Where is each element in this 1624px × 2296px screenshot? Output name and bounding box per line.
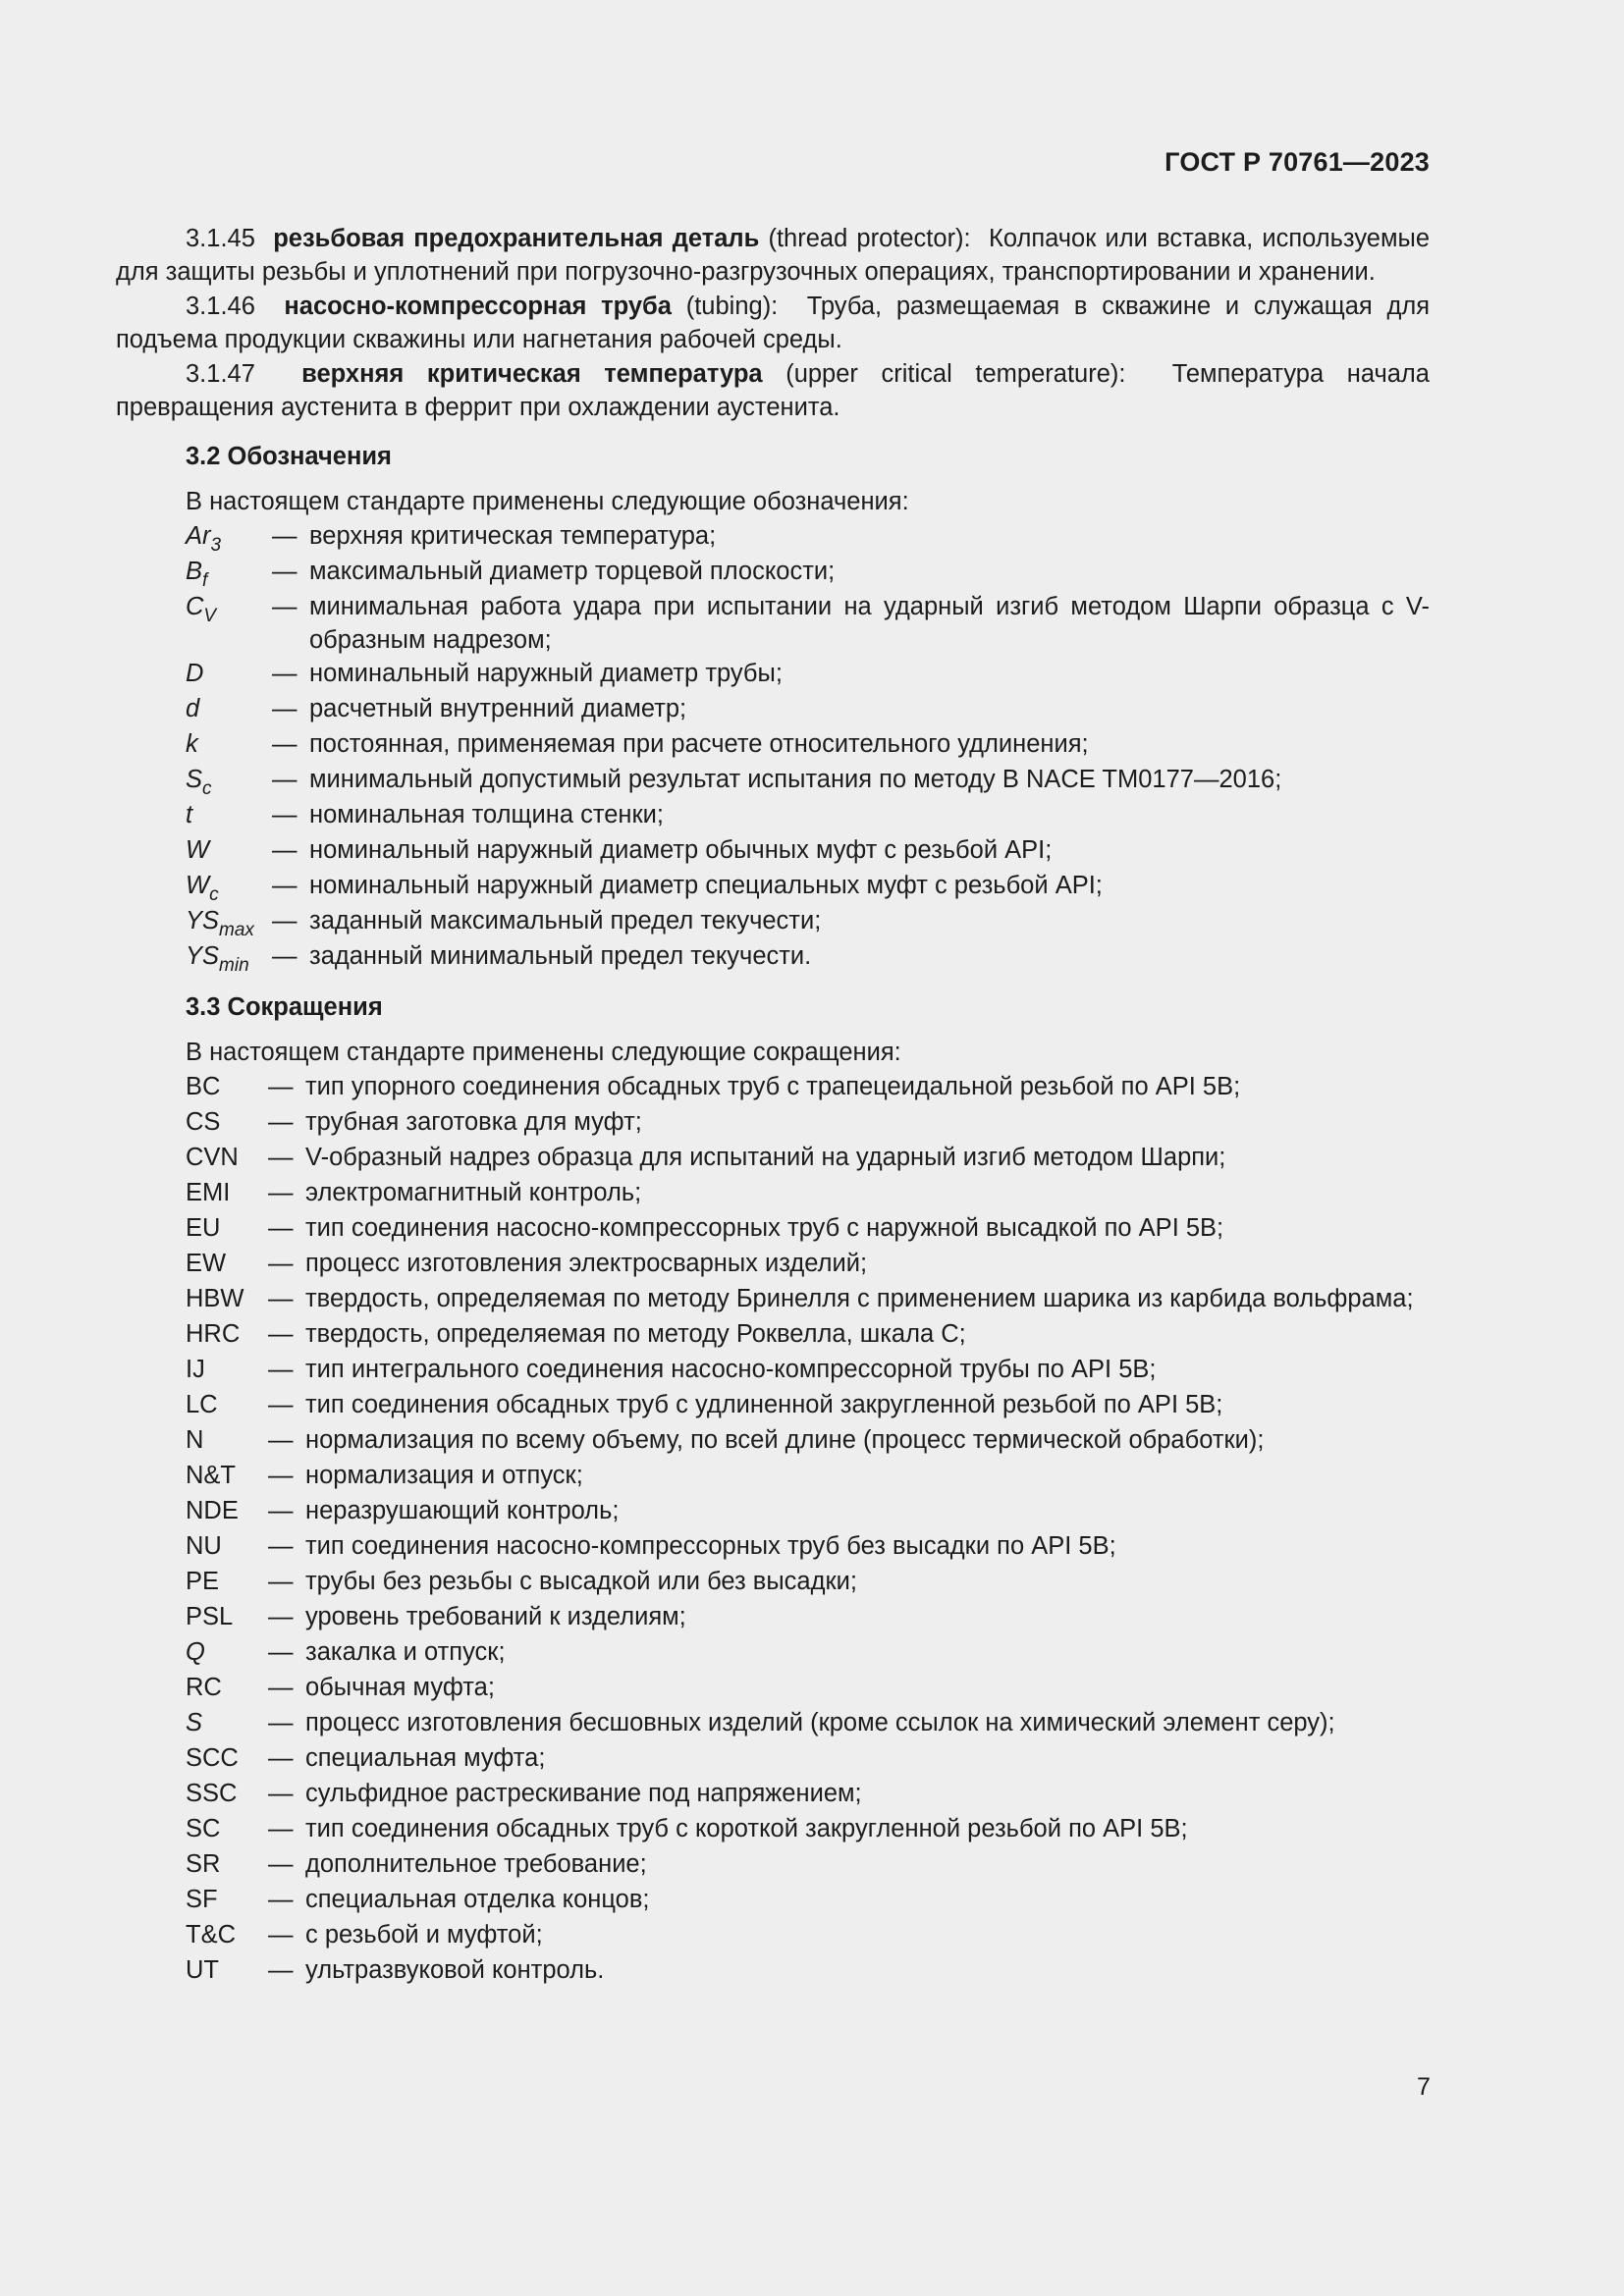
abbreviation-term: Q [186,1638,205,1666]
abbreviation-dash: — [268,1603,294,1630]
term-english: (tubing): [685,293,779,320]
abbreviation-description: уровень требований к изделиям; [305,1603,686,1630]
symbol-term: $YS_{max}$ [186,907,254,940]
abbreviation-dash: — [268,1391,294,1418]
abbreviation-term: N&T [186,1462,236,1489]
term-entry [116,222,1430,289]
term-definition: Труба, размещаемая в скважине и служащая для подъема продукции скважины или нагнетания рабочей среды. [116,293,1431,353]
abbreviation-term: SF [186,1886,218,1913]
abbreviation-dash: — [268,1886,294,1913]
symbol-subscript: f [202,570,208,591]
abbreviation-dash: — [268,1921,294,1949]
term-english: (upper critical temperature): [785,360,1126,388]
symbol-description: номинальная толщина стенки; [309,801,664,828]
abbreviation-dash: — [268,1462,294,1489]
abbreviation-term: LC [186,1391,218,1418]
abbreviation-term: SSC [186,1780,238,1807]
abbreviation-description: процесс изготовления электросварных изделий; [305,1250,868,1277]
abbreviation-dash: — [268,1250,294,1277]
abbreviation-dash: — [268,1956,294,1984]
term-entry [116,357,1430,424]
abbreviation-description: трубы без резьбы с высадкой или без высадки; [305,1568,857,1595]
abbreviation-term: SC [186,1815,221,1842]
abbreviations-list [116,1070,1430,1989]
symbol-row [116,727,1430,763]
symbol-term: $C_V$ [186,593,217,626]
abbreviation-term: N [186,1426,204,1454]
symbols-intro: В настоящем стандарте применены следующие обозначения: [186,488,909,515]
abbreviation-row [116,1953,1430,1989]
symbol-subscript: min [219,955,249,976]
abbreviation-row [116,1282,1430,1317]
abbreviation-term: CVN [186,1144,239,1171]
abbreviation-term: HBW [186,1285,244,1312]
abbreviation-row [116,1812,1430,1847]
abbreviation-description: тип соединения обсадных труб с удлиненной закругленной резьбой по API 5B; [305,1391,1223,1418]
symbol-dash: — [272,660,298,687]
abbreviation-description: специальная муфта; [305,1744,546,1772]
abbreviation-term: HRC [186,1320,241,1348]
term-name: резьбовая предохранительная деталь [273,225,760,252]
symbol-term: $S_c$ [186,766,212,799]
abbreviation-term: PSL [186,1603,234,1630]
symbol-row [116,692,1430,727]
symbol-row [116,904,1430,939]
abbreviation-description: с резьбой и муфтой; [305,1921,543,1949]
abbreviation-description: процесс изготовления бесшовных изделий (кроме ссылок на химический элемент серу); [305,1709,1335,1736]
abbreviation-row [116,1671,1430,1706]
abbreviations-intro: В настоящем стандарте применены следующие сокращения: [186,1039,901,1066]
abbreviation-dash: — [268,1179,294,1206]
abbreviation-description: тип упорного соединения обсадных труб с трапецеидальной резьбой по API 5B; [305,1073,1241,1100]
term-number: 3.1.45 [186,225,255,252]
abbreviation-term: UT [186,1956,219,1984]
term-number: 3.1.47 [186,360,255,388]
abbreviation-description: тип соединения насосно-компрессорных труб без высадки по API 5B; [305,1532,1116,1560]
abbreviation-term: RC [186,1674,222,1701]
abbreviation-row [116,1706,1430,1741]
abbreviation-term: SR [186,1850,221,1878]
abbreviation-row [116,1635,1430,1671]
symbol-subscript: c [202,778,212,799]
symbol-term: $W_c$ [186,872,219,905]
term-entry [116,290,1430,356]
abbreviation-row [116,1494,1430,1529]
abbreviation-term: EMI [186,1179,231,1206]
symbol-row [116,590,1430,657]
abbreviation-description: трубная заготовка для муфт; [305,1108,642,1136]
abbreviations-heading: 3.3 Сокращения [186,993,383,1021]
abbreviation-term: IJ [186,1356,205,1383]
symbol-dash: — [272,801,298,828]
symbol-subscript: max [219,920,254,940]
abbreviation-description: неразрушающий контроль; [305,1497,620,1524]
symbol-description: минимальный допустимый результат испытания по методу B NACE TM0177—2016; [309,766,1282,793]
symbol-description: максимальный диаметр торцевой плоскости; [309,558,836,585]
symbol-term: W [186,836,210,864]
abbreviation-description: сульфидное растрескивание под напряжением; [305,1780,862,1807]
symbol-row [116,939,1430,975]
symbol-term: D [186,660,204,687]
abbreviation-row [116,1883,1430,1918]
abbreviation-term: PE [186,1568,220,1595]
term-english: (thread protector): [768,225,971,252]
abbreviation-row [116,1600,1430,1635]
symbol-description: номинальный наружный диаметр обычных муфт с резьбой API; [309,836,1053,864]
abbreviation-description: тип соединения насосно-компрессорных труб с наружной высадкой по API 5B; [305,1214,1224,1242]
abbreviation-dash: — [268,1214,294,1242]
symbol-subscript: V [203,606,217,626]
abbreviation-description: тип интегрального соединения насосно-компрессорной трубы по API 5B; [305,1356,1157,1383]
symbol-description: номинальный наружный диаметр специальных муфт с резьбой API; [309,872,1103,899]
document-body [116,222,1430,1989]
abbreviation-row [116,1317,1430,1353]
symbol-dash: — [272,942,298,970]
abbreviation-dash: — [268,1850,294,1878]
symbol-term: $Ar_3$ [186,522,222,556]
symbol-row [116,869,1430,904]
abbreviation-description: специальная отделка концов; [305,1886,650,1913]
abbreviation-description: электромагнитный контроль; [305,1179,642,1206]
document-code: ГОСТ Р 70761—2023 [1164,147,1430,177]
term-definition: Колпачок или вставка, используемые для защиты резьбы и уплотнений при погрузочно-разгрузочных операциях, транспортировании и хранении. [116,225,1431,286]
abbreviation-term: T&C [186,1921,236,1949]
abbreviation-row [116,1529,1430,1565]
symbol-description: верхняя критическая температура; [309,522,717,550]
symbol-dash: — [272,836,298,864]
abbreviation-dash: — [268,1356,294,1383]
abbreviation-row [116,1176,1430,1211]
abbreviation-description: тип соединения обсадных труб с короткой закругленной резьбой по API 5B; [305,1815,1188,1842]
abbreviation-dash: — [268,1108,294,1136]
abbreviation-dash: — [268,1426,294,1454]
symbol-description: номинальный наружный диаметр трубы; [309,660,783,687]
abbreviation-dash: — [268,1285,294,1312]
abbreviation-dash: — [268,1638,294,1666]
abbreviation-dash: — [268,1532,294,1560]
symbol-subscript: 3 [210,535,222,556]
abbreviation-term: EW [186,1250,227,1277]
abbreviation-description: дополнительное требование; [305,1850,647,1878]
symbol-term: d [186,695,200,722]
symbol-row [116,833,1430,869]
terms-list [116,222,1430,424]
abbreviation-term: CS [186,1108,221,1136]
abbreviation-row [116,1423,1430,1459]
abbreviation-dash: — [268,1320,294,1348]
abbreviation-description: закалка и отпуск; [305,1638,506,1666]
abbreviation-dash: — [268,1674,294,1701]
abbreviation-description: обычная муфта; [305,1674,495,1701]
abbreviation-dash: — [268,1568,294,1595]
abbreviation-row [116,1353,1430,1388]
abbreviation-row [116,1247,1430,1282]
abbreviation-dash: — [268,1144,294,1171]
symbol-dash: — [272,907,298,934]
abbreviation-term: S [186,1709,203,1736]
symbols-heading: 3.2 Обозначения [186,443,392,470]
abbreviation-row [116,1070,1430,1105]
abbreviation-term: NDE [186,1497,239,1524]
abbreviation-dash: — [268,1744,294,1772]
symbol-description: расчетный внутренний диаметр; [309,695,687,722]
symbol-subscript: c [209,884,219,905]
symbol-description: заданный максимальный предел текучести; [309,907,822,934]
abbreviation-dash: — [268,1815,294,1842]
symbol-row [116,763,1430,798]
symbol-dash: — [272,695,298,722]
abbreviation-description: нормализация по всему объему, по всей длине (процесс термической обработки); [305,1426,1265,1454]
abbreviation-row [116,1105,1430,1141]
symbol-row [116,798,1430,833]
abbreviation-row [116,1459,1430,1494]
abbreviation-description: ультразвуковой контроль. [305,1956,605,1984]
term-name: насосно-компрессорная труба [284,293,672,320]
symbol-dash: — [272,522,298,550]
abbreviation-dash: — [268,1497,294,1524]
abbreviation-description: твердость, определяемая по методу Роквелла, шкала С; [305,1320,966,1348]
symbol-dash: — [272,872,298,899]
symbol-row [116,555,1430,590]
abbreviation-description: нормализация и отпуск; [305,1462,583,1489]
symbol-dash: — [272,558,298,585]
symbol-term: t [186,801,193,828]
symbol-description: заданный минимальный предел текучести. [309,942,812,970]
abbreviation-description: V-образный надрез образца для испытаний на ударный изгиб методом Шарпи; [305,1144,1226,1171]
abbreviation-dash: — [268,1780,294,1807]
term-definition: Температура начала превращения аустенита в феррит при охлаждении аустенита. [116,360,1430,421]
symbol-term: $YS_{min}$ [186,942,249,976]
abbreviation-term: SCC [186,1744,239,1772]
symbol-term: $B_f$ [186,558,208,591]
symbol-dash: — [272,730,298,758]
abbreviation-row [116,1388,1430,1423]
abbreviation-term: NU [186,1532,222,1560]
abbreviation-term: BC [186,1073,221,1100]
symbol-description: минимальная работа удара при испытании на ударный изгиб методом Шарпи образца с V-образным надрезом; [309,593,1430,654]
abbreviation-row [116,1777,1430,1812]
symbol-row [116,519,1430,555]
abbreviation-description: твердость, определяемая по методу Бринелля с применением шарика из карбида вольфрама; [305,1285,1414,1312]
abbreviation-dash: — [268,1073,294,1100]
symbol-term: k [186,730,198,758]
abbreviation-row [116,1565,1430,1600]
abbreviation-dash: — [268,1709,294,1736]
symbol-dash: — [272,593,298,620]
symbol-row [116,657,1430,692]
symbol-dash: — [272,766,298,793]
abbreviation-row [116,1918,1430,1953]
term-number: 3.1.46 [186,293,255,320]
symbols-list [116,519,1430,975]
abbreviation-row [116,1141,1430,1176]
term-name: верхняя критическая температура [301,360,763,388]
abbreviation-row [116,1847,1430,1883]
page-number: 7 [1417,2073,1431,2101]
abbreviation-term: EU [186,1214,221,1242]
symbol-description: постоянная, применяемая при расчете относительного удлинения; [309,730,1089,758]
abbreviation-row [116,1741,1430,1777]
abbreviation-row [116,1211,1430,1247]
